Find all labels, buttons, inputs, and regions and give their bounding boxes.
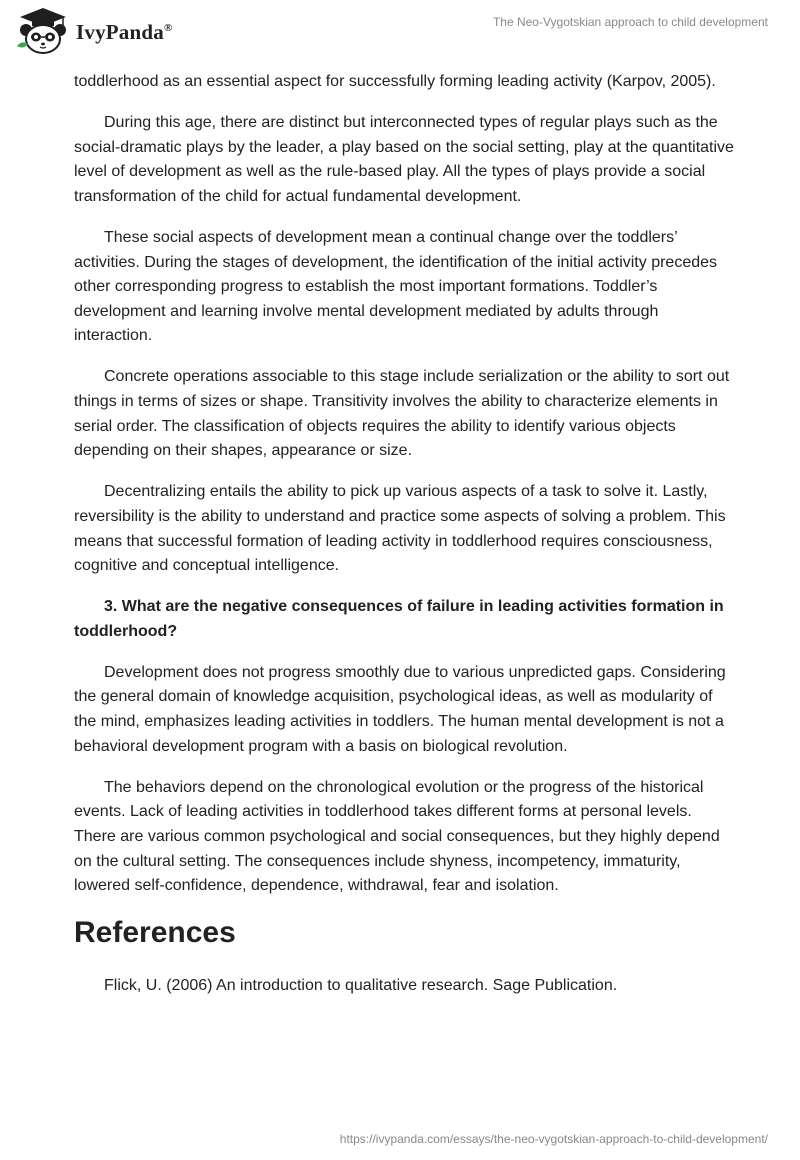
panda-graduate-icon — [14, 6, 72, 56]
paragraph: During this age, there are distinct but interconnected types of regular plays such as the social-dramatic plays by the leader, a play based on the social setting, play at the quantitative level of development as well as the rule-based play. All the types of plays provide a social transformation of the child for actual fundamental development. — [74, 114, 734, 205]
page-header — [0, 0, 800, 60]
source-url-link[interactable]: https://ivypanda.com/essays/the-neo-vygotskian-approach-to-child-development/ — [339, 1132, 768, 1146]
paragraph: toddlerhood as an essential aspect for successfully forming leading activity (Karpov, 2005). — [74, 73, 716, 90]
references-heading: References — [74, 916, 236, 950]
paragraph: The behaviors depend on the chronological evolution or the progress of the historical events. Lack of leading activities in toddlerhood takes different forms at personal levels. There are various common psychological and social consequences, but they highly depend on the cultural setting. The consequences include shyness, incompetency, immaturity, lowered self-confidence, dependence, withdrawal, fear and isolation. — [74, 778, 720, 895]
paragraph: Development does not progress smoothly due to various unpredicted gaps. Considering the general domain of knowledge acquisition, psychological ideas, as well as modularity of the mind, emphasizes leading activities in toddlers. The human mental development is not a behavioral development program with a basis on biological revolution. — [74, 663, 726, 755]
document-title: The Neo-Vygotskian approach to child development — [492, 15, 768, 29]
brand-name: IvyPanda® — [76, 19, 173, 44]
paragraph: Decentralizing entails the ability to pick up various aspects of a task to solve it. Lastly, reversibility is the ability to understand and practice some aspects of solving a problem. This means that successful formation of leading activity in toddlerhood requires consciousness, cognitive and conceptual intelligence. — [74, 483, 726, 575]
paragraph: These social aspects of development mean a continual change over the toddlers’ activities. During the stages of development, the identification of the initial activity precedes other corresponding progress to establish the most important formations. Toddler’s development and learning involve mental development mediated by adults through interaction. — [74, 228, 718, 345]
reference-item: Flick, U. (2006) An introduction to qualitative research. Sage Publication. — [104, 977, 618, 995]
essay-body — [74, 70, 734, 1015]
paragraph: Concrete operations associable to this stage include serialization or the ability to sort out things in terms of sizes or shape. Transitivity involves the ability to characterize elements in serial order. The classification of objects requires the ability to identify various objects depending on their shapes, appearance or size. — [74, 368, 730, 460]
question-heading: 3. What are the negative consequences of failure in leading activities formation in toddlerhood? — [74, 598, 724, 640]
ivypanda-logo[interactable] — [14, 6, 172, 56]
